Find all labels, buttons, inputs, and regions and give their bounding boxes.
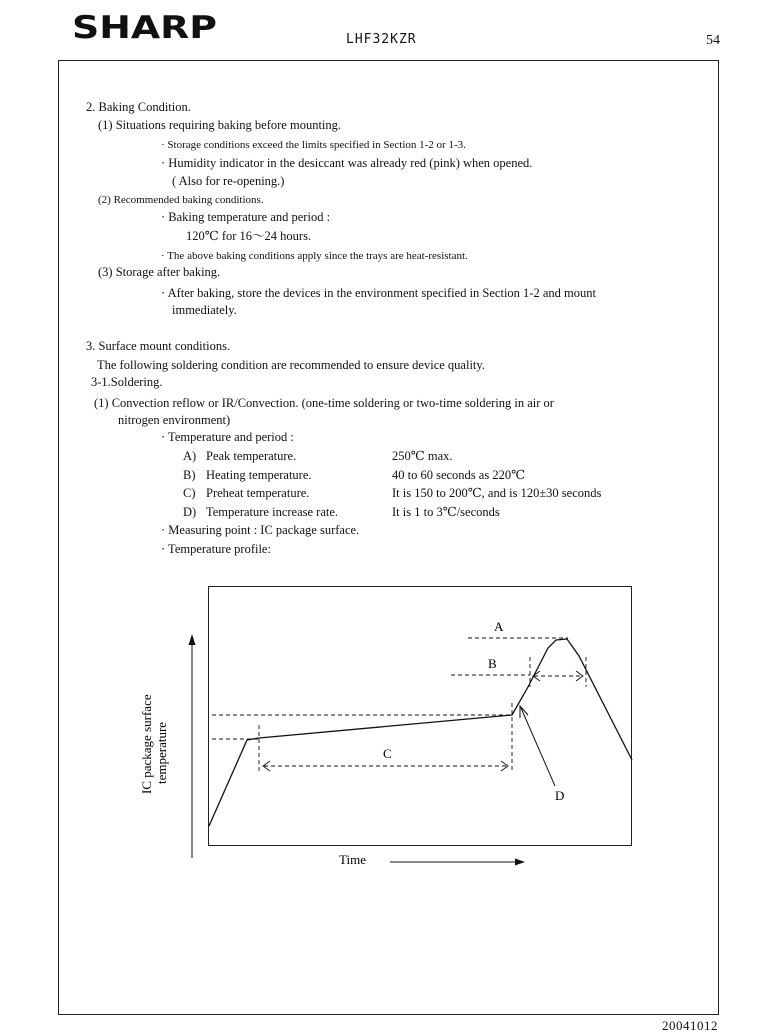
label-d: D xyxy=(555,788,565,803)
baking-item-2: (2) Recommended baking conditions. xyxy=(98,194,264,206)
baking-item-2-bullet-2: · The above baking conditions apply since the trays are heat-resistant. xyxy=(161,250,468,262)
y-axis-arrowhead xyxy=(189,634,196,645)
row-c-value: It is 150 to 200℃, and is 120±30 seconds xyxy=(392,486,602,500)
temperature-profile-label: · Temperature profile: xyxy=(161,542,271,556)
d-pointer-arrowhead xyxy=(520,706,528,718)
row-b-name: Heating temperature. xyxy=(206,468,312,482)
d-pointer-line xyxy=(521,708,555,786)
row-d-key: D) xyxy=(183,505,197,519)
soldering-item-1: (1) Convection reflow or IR/Convection. (one-time soldering or two-time soldering in air or xyxy=(94,396,554,410)
row-a-value: 250℃ max. xyxy=(392,449,453,463)
baking-item-3-bullet-1: · After baking, store the devices in the environment specified in Section 1-2 and mount xyxy=(161,286,596,300)
y-axis-label-line1: IC package surface xyxy=(139,694,154,794)
row-c-name: Preheat temperature. xyxy=(206,486,310,500)
soldering-item-1-cont: nitrogen environment) xyxy=(118,413,231,427)
section-3-title: 3. Surface mount conditions. xyxy=(86,339,231,353)
row-d-value: It is 1 to 3℃/seconds xyxy=(392,505,500,519)
row-c-key: C) xyxy=(183,486,196,500)
baking-item-1-bullet-2-cont: ( Also for re-opening.) xyxy=(172,174,285,188)
x-axis-arrowhead xyxy=(515,859,525,866)
label-b: B xyxy=(488,656,497,671)
y-axis-label-line2: temperature xyxy=(154,721,169,784)
brand-logo: SHARP xyxy=(72,10,218,46)
label-c: C xyxy=(383,746,392,761)
label-a: A xyxy=(494,619,504,634)
section-3-intro: The following soldering condition are recommended to ensure device quality. xyxy=(97,358,485,372)
baking-item-2-bullet-1: · Baking temperature and period : xyxy=(161,210,331,224)
page-number: 54 xyxy=(706,33,720,48)
temperature-curve xyxy=(209,639,632,826)
measuring-point: · Measuring point : IC package surface. xyxy=(161,523,360,537)
baking-item-1-bullet-2: · Humidity indicator in the desiccant was already red (pink) when opened. xyxy=(161,156,533,170)
date-code: 20041012 xyxy=(662,1018,718,1033)
soldering-subsection: 3-1.Soldering. xyxy=(91,375,163,389)
baking-item-3-bullet-1-cont: immediately. xyxy=(172,303,237,317)
baking-item-3: (3) Storage after baking. xyxy=(98,265,221,279)
row-a-key: A) xyxy=(183,449,197,463)
baking-item-1: (1) Situations requiring baking before mounting. xyxy=(98,118,342,132)
baking-item-2-bullet-1-cont: 120℃ for 16〜24 hours. xyxy=(186,229,312,243)
model-number: LHF32KZR xyxy=(346,32,417,47)
row-b-value: 40 to 60 seconds as 220℃ xyxy=(392,468,526,482)
row-a-name: Peak temperature. xyxy=(206,449,297,463)
temperature-period-label: · Temperature and period : xyxy=(161,430,294,444)
row-d-name: Temperature increase rate. xyxy=(206,505,339,519)
baking-item-1-bullet-1: · Storage conditions exceed the limits specified in Section 1-2 or 1-3. xyxy=(161,139,466,151)
x-axis-label: Time xyxy=(339,852,366,867)
section-2-title: 2. Baking Condition. xyxy=(86,100,191,114)
row-b-key: B) xyxy=(183,468,196,482)
